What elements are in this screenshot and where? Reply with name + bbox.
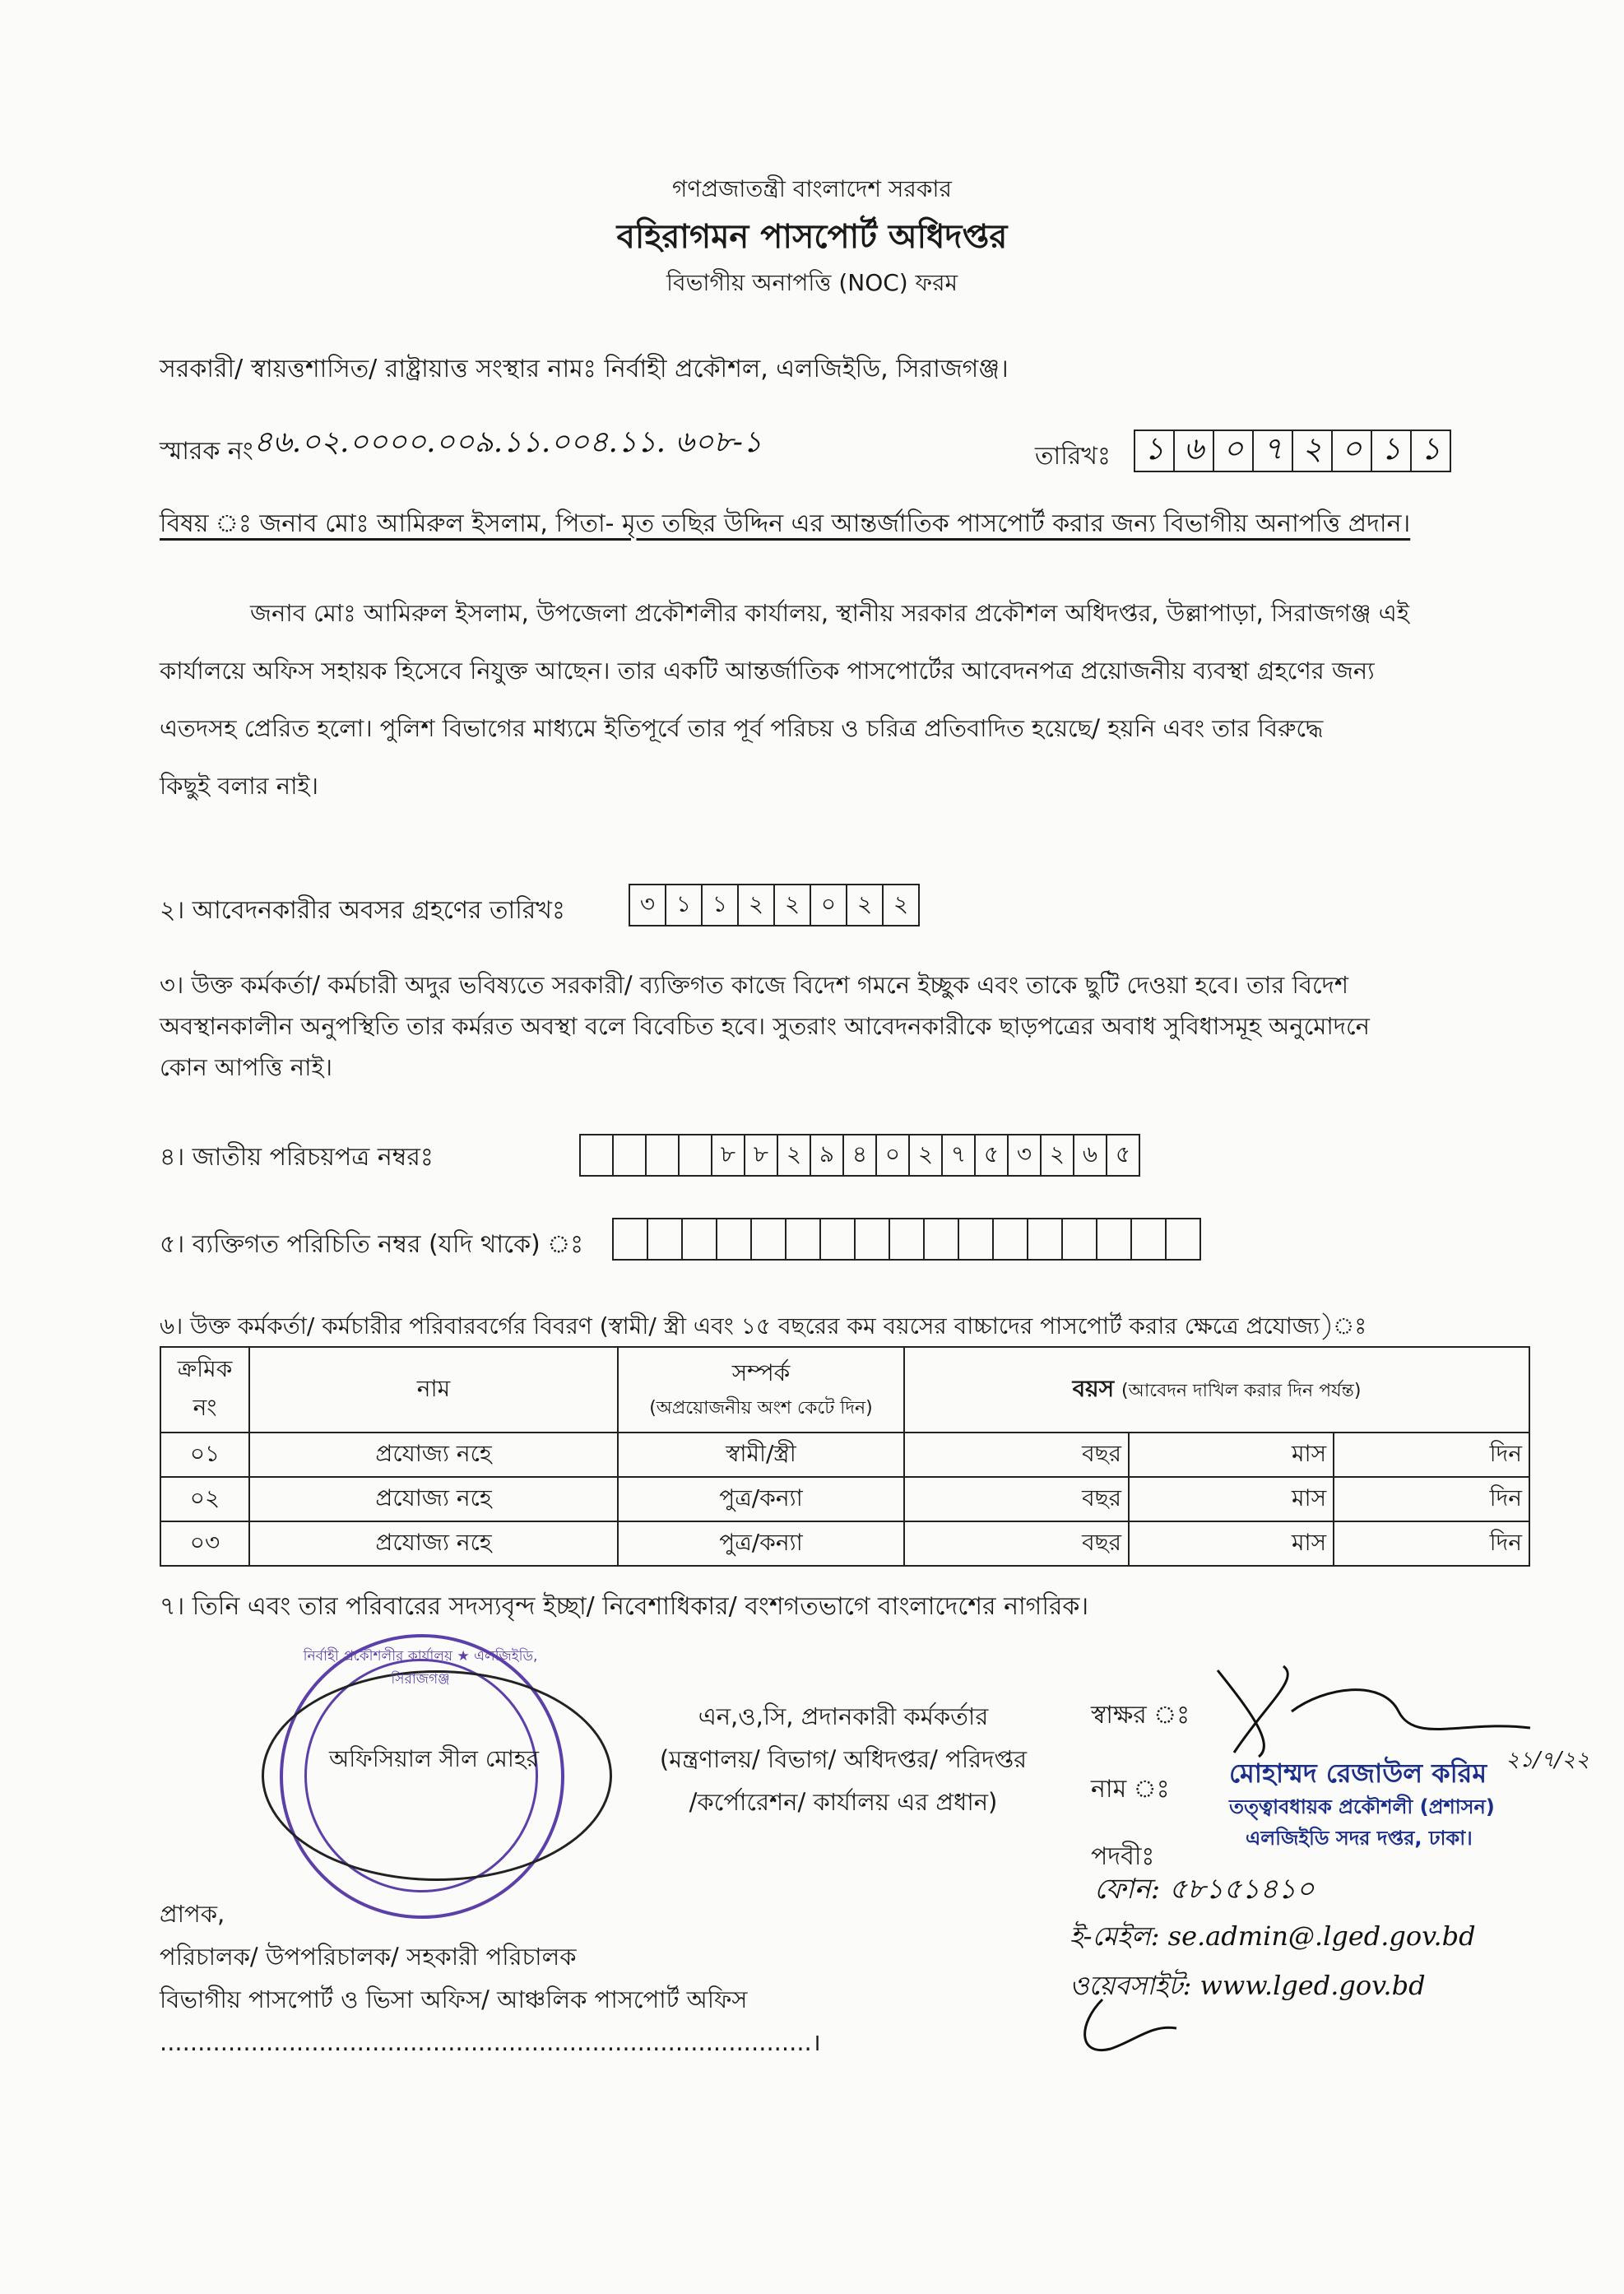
col-relation-label: সম্পর্ক — [731, 1359, 791, 1386]
nid-digit-box — [678, 1134, 712, 1177]
row-age-day: দিন — [1334, 1521, 1529, 1566]
nid-digit-box: ৩ — [1007, 1134, 1042, 1177]
row-age-month: মাস — [1129, 1433, 1334, 1477]
row-name: প্রযোজ্য নহে — [249, 1477, 618, 1521]
officer-sign-date: ২১/৭/২২ — [1506, 1748, 1590, 1772]
pid-digit-box — [681, 1218, 717, 1261]
nid-digit-box — [579, 1134, 614, 1177]
pid-digit-box — [716, 1218, 752, 1261]
pid-digit-box — [1165, 1218, 1201, 1261]
nid-digit-box: ২ — [1040, 1134, 1074, 1177]
row-name: প্রযোজ্য নহে — [249, 1521, 618, 1566]
body-paragraph — [160, 584, 1542, 815]
row-relation: পুত্র/কন্যা — [618, 1521, 904, 1566]
retire-digit-box: ২ — [846, 884, 884, 926]
retire-digit-box: ৩ — [629, 884, 666, 926]
row-name: প্রযোজ্য নহে — [249, 1433, 618, 1477]
recipient-block — [160, 1892, 821, 2064]
pid-digit-box — [923, 1218, 959, 1261]
family-table — [160, 1346, 1530, 1567]
family-table-row — [160, 1433, 1529, 1477]
recipient-dotted-line: ......................................................................................। — [160, 2028, 821, 2056]
contact-email: ই-মেইল: se.admin@.lged.gov.bd — [1070, 1920, 1476, 1952]
officer-office: এলজিইডি সদর দপ্তর, ঢাকা। — [1246, 1827, 1473, 1850]
nid-digit-box: ৫ — [1106, 1134, 1140, 1177]
pid-label: ৫। ব্যক্তিগত পরিচিতি নম্বর (যদি থাকে) ঃ — [160, 1230, 584, 1259]
clause-3-line: ৩। উক্ত কর্মকর্তা/ কর্মচারী অদুর ভবিষ্যতে সরকারী/ ব্যক্তিগত কাজে বিদেশ গমনে ইচ্ছুক এবং তাকে ছুটি দেওয়া হবে। তার বিদেশ — [160, 971, 1348, 999]
subject-line: বিষয় ঃ জনাব মোঃ আমিরুল ইসলাম, পিতা- মৃত তছির উদ্দিন এর আন্তর্জাতিক পাসপোর্ট করার জন্য বিভাগীয় অনাপত্তি প্রদান। — [160, 509, 1411, 538]
pid-digit-box — [889, 1218, 925, 1261]
date-digit-box: ১ — [1134, 430, 1175, 472]
nid-label: ৪। জাতীয় পরিচয়পত্র নম্বরঃ — [160, 1143, 434, 1172]
row-serial: ০৩ — [160, 1521, 249, 1566]
pid-boxes — [614, 1218, 1201, 1261]
body-line: কার্যালয়ে অফিস সহায়ক হিসেবে নিযুক্ত আছেন। তার একটি আন্তর্জাতিক পাসপোর্টের আবেদনপত্র প্রয়োজনীয় ব্যবস্থা গ্রহণের জন্য — [160, 657, 1375, 685]
date-digit-box: ৬ — [1173, 430, 1214, 472]
col-serial: ক্রমিক নং — [160, 1347, 249, 1433]
retire-digit-box: ১ — [701, 884, 739, 926]
retire-label: ২। আবেদনকারীর অবসর গ্রহণের তারিখঃ — [160, 896, 565, 925]
name-label: নাম ঃ — [1091, 1775, 1170, 1804]
row-age-month: মাস — [1129, 1521, 1334, 1566]
signature-scribble-icon — [1201, 1654, 1547, 1761]
recipient-label: প্রাপক, — [160, 1900, 225, 1928]
authority-line: এন,ও,সি, প্রদানকারী কর্মকর্তার — [698, 1702, 989, 1730]
row-age-day: দিন — [1334, 1477, 1529, 1521]
row-serial: ০২ — [160, 1477, 249, 1521]
memo-value: ৪৬.০২.০০০০.০০৯.১১.০০৪.১১. ৬০৮-১ — [253, 425, 763, 459]
noc-authority — [633, 1695, 1053, 1823]
body-line: এতদসহ প্রেরিত হলো। পুলিশ বিভাগের মাধ্যমে ইতিপূর্বে তার পূর্ব পরিচয় ও চরিত্র প্রতিবাদিত হয়েছে/ হয়নি এবং তার বিরুদ্ধে — [160, 714, 1324, 742]
date-digit-box: ১ — [1371, 430, 1412, 472]
pid-digit-box — [1027, 1218, 1063, 1261]
org-line: সরকারী/ স্বায়ত্তশাসিত/ রাষ্ট্রায়াত্ত সংস্থার নামঃ নির্বাহী প্রকৌশল, এলজিইডি, সিরাজগঞ্জ। — [160, 355, 1009, 383]
contact-phone: ফোন: ৫৮১৫১৪১০ — [1094, 1873, 1315, 1906]
nid-digit-box: ০ — [875, 1134, 910, 1177]
clause-3-line: কোন আপত্তি নাই। — [160, 1053, 332, 1081]
family-table-row — [160, 1521, 1529, 1566]
authority-line: (মন্ত্রণালয়/ বিভাগ/ অধিদপ্তর/ পরিদপ্তর — [659, 1745, 1028, 1773]
clause-7: ৭। তিনি এবং তার পরিবারের সদস্যবৃন্দ ইচ্ছা/ নিবেশাধিকার/ বংশগতভাগে বাংলাদেশের নাগরিক। — [160, 1592, 1089, 1621]
col-age-label: বয়স — [1072, 1374, 1115, 1402]
pid-digit-box — [1061, 1218, 1097, 1261]
nid-digit-box: ৯ — [810, 1134, 844, 1177]
nid-digit-box: ৫ — [974, 1134, 1009, 1177]
pid-digit-box — [854, 1218, 890, 1261]
row-age-year: বছর — [904, 1433, 1129, 1477]
retire-digit-box: ২ — [773, 884, 811, 926]
date-boxes — [1135, 430, 1451, 472]
pid-digit-box — [785, 1218, 821, 1261]
retire-digit-box: ০ — [810, 884, 847, 926]
body-line: কিছুই বলার নাই। — [160, 772, 318, 800]
nid-digit-box — [645, 1134, 680, 1177]
row-age-month: মাস — [1129, 1477, 1334, 1521]
retire-digit-box: ২ — [737, 884, 775, 926]
nid-digit-box: ৭ — [941, 1134, 976, 1177]
body-line: জনাব মোঃ আমিরুল ইসলাম, উপজেলা প্রকৌশলীর কার্যালয়, স্থানীয় সরকার প্রকৌশল অধিদপ্তর, উল্লাপাড়া, সিরাজগঞ্জ এই — [250, 599, 1409, 627]
retire-digit-box: ১ — [665, 884, 703, 926]
initial-scribble-icon — [1070, 1991, 1185, 2065]
date-digit-box: ০ — [1331, 430, 1372, 472]
pid-digit-box — [612, 1218, 648, 1261]
nid-digit-box — [612, 1134, 647, 1177]
pid-digit-box — [992, 1218, 1028, 1261]
nid-digit-box: ৪ — [842, 1134, 877, 1177]
seal-label: অফিসিয়াল সীল মোহর — [329, 1745, 540, 1772]
contact-web: ওয়েবসাইট: www.lged.gov.bd — [1070, 1970, 1426, 2001]
recipient-line: বিভাগীয় পাসপোর্ট ও ভিসা অফিস/ আঞ্চলিক পাসপোর্ট অফিস — [160, 1985, 748, 2013]
row-age-year: বছর — [904, 1477, 1129, 1521]
nid-digit-box: ৮ — [744, 1134, 778, 1177]
pid-digit-box — [958, 1218, 994, 1261]
row-age-day: দিন — [1334, 1433, 1529, 1477]
clause-3-line: অবস্থানকালীন অনুপস্থিতি তার কর্মরত অবস্থা বলে বিবেচিত হবে। সুতরাং আবেদনকারীকে ছাড়পত্রের অবাধ সুবিধাসমূহ অনুমোদনে — [160, 1012, 1370, 1040]
nid-boxes — [581, 1134, 1140, 1177]
row-age-year: বছর — [904, 1521, 1129, 1566]
col-name: নাম — [249, 1347, 618, 1433]
memo-label: স্মারক নং — [160, 437, 253, 466]
family-title: ৬। উক্ত কর্মকর্তা/ কর্মচারীর পরিবারবর্গের বিবরণ (স্বামী/ স্ত্রী এবং ১৫ বছরের কম বয়সের বাচ্চাদের পাসপোর্ট করার ক্ষেত্রে প্রযোজ্য)ঃ — [160, 1312, 1367, 1340]
col-age-sub: (আবেদন দাখিল করার দিন পর্যন্ত) — [1121, 1380, 1362, 1401]
pid-digit-box — [819, 1218, 856, 1261]
pid-digit-box — [1096, 1218, 1132, 1261]
date-label: তারিখঃ — [1035, 442, 1111, 471]
nid-digit-box: ৮ — [711, 1134, 745, 1177]
family-table-header — [160, 1347, 1529, 1433]
col-relation — [618, 1347, 904, 1433]
officer-name: মোহাম্মদ রেজাউল করিম — [1229, 1758, 1487, 1789]
stamp-ring-text: নির্বাহী প্রকৌশলীর কার্যালয় ★ এলজিইডি, সিরাজগঞ্জ — [303, 1648, 538, 1688]
date-digit-box: ৭ — [1252, 430, 1293, 472]
date-digit-box: ১ — [1410, 430, 1451, 472]
officer-title: তত্ত্বাবধায়ক প্রকৌশলী (প্রশাসন) — [1229, 1795, 1495, 1818]
nid-digit-box: ২ — [908, 1134, 943, 1177]
header-govt: গণপ্রজাতন্ত্রী বাংলাদেশ সরকার — [672, 175, 952, 202]
pid-digit-box — [1130, 1218, 1167, 1261]
authority-line: /কর্পোরেশন/ কার্যালয় এর প্রধান) — [689, 1788, 998, 1816]
header-department: বহিরাগমন পাসপোর্ট অধিদপ্তর — [616, 218, 1008, 256]
row-relation: স্বামী/স্ত্রী — [618, 1433, 904, 1477]
recipient-line: পরিচালক/ উপপরিচালক/ সহকারী পরিচালক — [160, 1943, 577, 1971]
date-digit-box: ০ — [1213, 430, 1254, 472]
col-relation-sub: (অপ্রয়োজনীয় অংশ কেটে দিন) — [649, 1398, 873, 1419]
row-serial: ০১ — [160, 1433, 249, 1477]
pid-digit-box — [647, 1218, 683, 1261]
clause-3 — [160, 964, 1542, 1088]
nid-digit-box: ২ — [777, 1134, 811, 1177]
date-digit-box: ২ — [1292, 430, 1333, 472]
designation-label: পদবীঃ — [1091, 1842, 1155, 1871]
retire-boxes — [630, 884, 920, 926]
row-relation: পুত্র/কন্যা — [618, 1477, 904, 1521]
retire-digit-box: ২ — [882, 884, 920, 926]
nid-digit-box: ৬ — [1073, 1134, 1107, 1177]
col-age — [904, 1347, 1529, 1433]
pid-digit-box — [750, 1218, 786, 1261]
header-form-title: বিভাগীয় অনাপত্তি (NOC) ফরম — [666, 269, 958, 296]
signature-label: স্বাক্ষর ঃ — [1091, 1701, 1190, 1730]
family-table-row — [160, 1477, 1529, 1521]
